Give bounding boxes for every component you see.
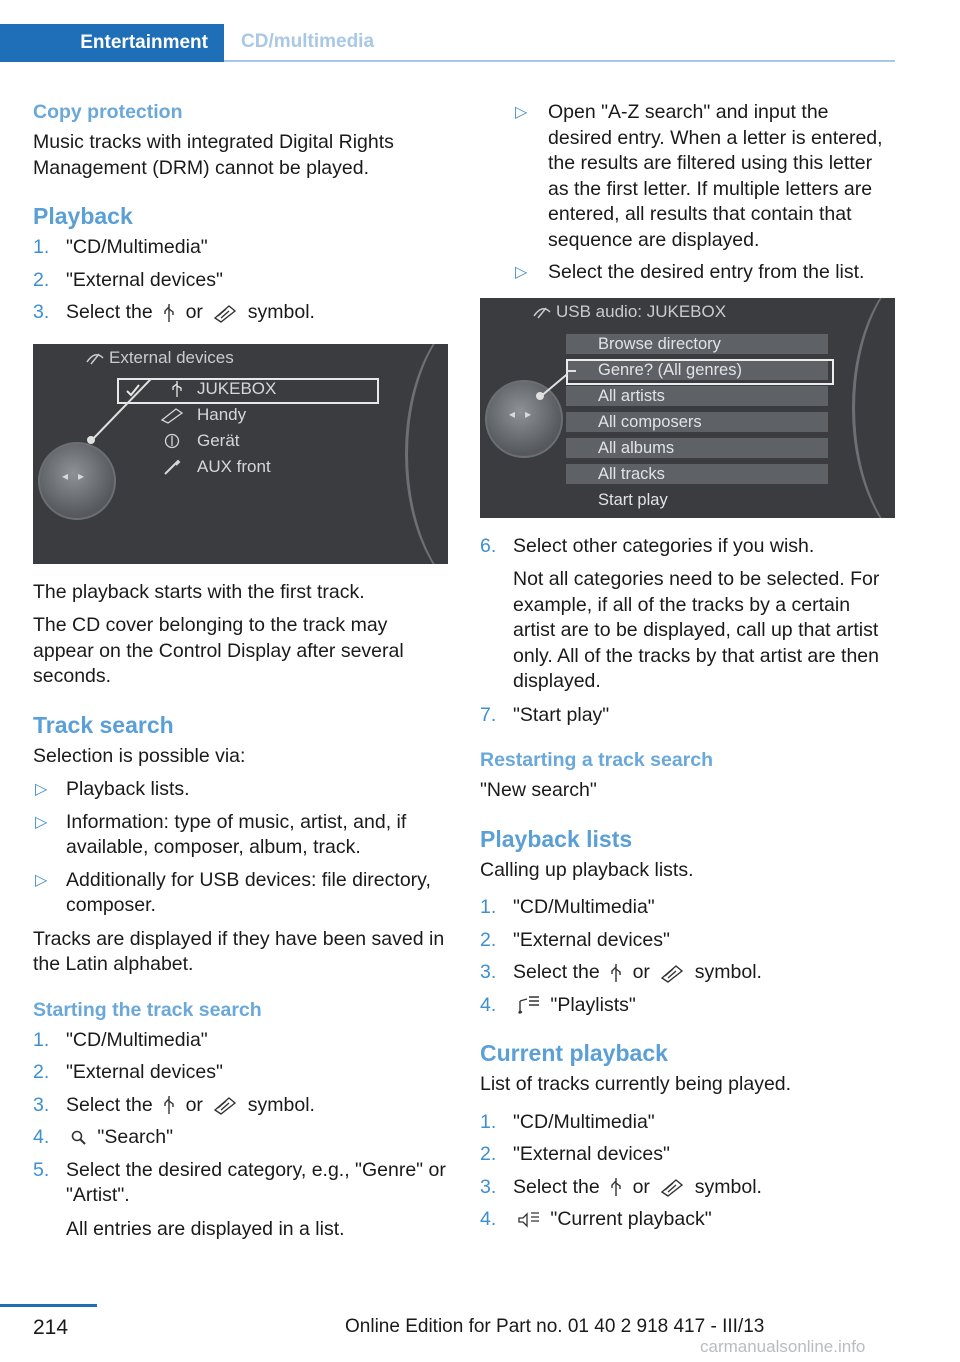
menu-all-albums[interactable]: All albums xyxy=(566,438,828,458)
list-item: 3. Select the or symbol. xyxy=(33,1093,315,1116)
footer-bar xyxy=(0,1304,97,1307)
list-item: 6. Select other categories if you wish. xyxy=(480,534,815,557)
copy-protection-text: Music tracks with integrated Digital Rights Management (DRM) cannot be played. xyxy=(33,131,394,179)
search-steps-end xyxy=(480,703,895,729)
step5-note: All entries are displayed in a list. xyxy=(66,1217,345,1240)
pointer-dot xyxy=(536,392,544,400)
current-playback-icon xyxy=(517,1210,541,1230)
list-item: 2. "External devices" xyxy=(33,268,223,291)
bluetooth-phone-icon xyxy=(212,1095,238,1115)
track-search-intro: Selection is possible via: xyxy=(33,744,246,767)
list-item: 3. Select the or symbol. xyxy=(33,301,315,323)
search-icon xyxy=(70,1129,88,1147)
current-playback-heading: Current playback xyxy=(480,1040,668,1066)
knob-arrows: ◂▸ xyxy=(509,406,542,421)
list-item: 3. Select the or symbol. xyxy=(480,1175,762,1198)
menu-genre[interactable]: Genre? (All genres) xyxy=(566,360,828,380)
copy-protection-heading: Copy protection xyxy=(33,101,183,123)
playback-lists-heading: Playback lists xyxy=(480,825,633,852)
device-handy[interactable]: Handy xyxy=(197,404,247,424)
playback-lists-intro: Calling up playback lists. xyxy=(480,858,694,881)
list-item: ▷ Open "A-Z search" and input the desired entry. When a letter is entered, the results are filtered using this letter as the first letter. If multiple letters are entered, all results that contain that sequence are displayed. xyxy=(515,101,883,251)
playlist-icon xyxy=(517,995,541,1015)
device-geraet[interactable]: Gerät xyxy=(197,430,240,450)
device-jukebox[interactable]: JUKEBOX xyxy=(197,378,277,398)
menu-all-artists[interactable]: All artists xyxy=(566,386,828,406)
playback-info-1: The playback starts with the first track. xyxy=(33,580,365,603)
list-item: 1. "CD/Multimedia" xyxy=(480,896,655,918)
bluetooth-phone-icon xyxy=(659,963,685,983)
pointer-line xyxy=(566,370,576,372)
list-item: 2. "External devices" xyxy=(480,1143,670,1165)
knob-arrows: ◂▸ xyxy=(62,468,95,483)
playback-info-2: The CD cover belonging to the track may appear on the Control Display after several seconds. xyxy=(33,614,404,687)
list-item: 5. Select the desired category, e.g., "Genre" or "Artist". xyxy=(33,1158,446,1206)
right-column xyxy=(480,100,895,1241)
playback-steps xyxy=(33,235,448,326)
list-item: ▷ Additionally for USB devices: file directory, composer. xyxy=(35,868,431,916)
list-item: 2. "External devices" xyxy=(480,928,670,951)
starting-search-heading: Starting the track search xyxy=(33,998,262,1021)
screen-title: External devices xyxy=(109,347,234,367)
left-column xyxy=(33,100,448,1250)
screen-arc xyxy=(852,298,895,518)
search-methods xyxy=(480,100,895,286)
watermark: carmanualsonline.info xyxy=(700,1337,866,1356)
list-item: 1. "CD/Multimedia" xyxy=(33,1028,208,1051)
screen-title: USB audio: JUKEBOX xyxy=(556,301,727,321)
list-item: 4. "Current playback" xyxy=(480,1208,712,1230)
list-item: 4. "Playlists" xyxy=(480,993,636,1016)
bluetooth-phone-icon xyxy=(212,303,238,323)
menu-all-tracks[interactable]: All tracks xyxy=(566,464,828,484)
starting-search-steps xyxy=(33,1028,448,1209)
track-search-heading: Track search xyxy=(33,711,174,738)
restart-search-heading: Restarting a track search xyxy=(480,749,714,771)
tab-cd-multimedia[interactable]: CD/multimedia xyxy=(224,24,895,62)
list-item: 3. Select the or symbol. xyxy=(480,961,762,983)
screen-arc xyxy=(405,344,448,564)
playback-heading: Playback xyxy=(33,203,133,229)
menu-start-play[interactable]: Start play xyxy=(598,490,668,509)
bluetooth-phone-icon xyxy=(659,1177,685,1197)
list-item: ▷ Information: type of music, artist, and, if available, composer, album, track. xyxy=(35,810,407,858)
device-aux-front[interactable]: AUX front xyxy=(197,456,271,476)
playback-lists-steps xyxy=(480,895,895,1018)
menu-icon xyxy=(85,350,105,366)
menu-all-composers[interactable]: All composers xyxy=(566,412,828,432)
usb-icon xyxy=(162,1095,176,1115)
current-playback-steps xyxy=(480,1110,895,1233)
aux-icon xyxy=(163,458,181,476)
tab-entertainment[interactable]: Entertainment xyxy=(0,24,224,62)
restart-search-text: "New search" xyxy=(480,779,597,801)
current-playback-intro: List of tracks currently being played. xyxy=(480,1073,792,1095)
step6-note: Not all categories need to be selected. For example, if all of the tracks by a certain artist are to be displayed, call up that artist only. All of the tracks by that artist are then displayed. xyxy=(513,568,880,692)
edition-text: Online Edition for Part no. 01 40 2 918 417 - III/13 xyxy=(345,1316,765,1337)
list-item: ▷ Playback lists. xyxy=(35,778,190,800)
list-item: 4. "Search" xyxy=(33,1126,174,1148)
list-item: 2. "External devices" xyxy=(33,1061,223,1083)
latin-alphabet-note: Tracks are displayed if they have been saved in the Latin alphabet. xyxy=(33,927,445,975)
selection-frame xyxy=(566,359,834,385)
usb-icon xyxy=(171,380,183,398)
usb-icon xyxy=(609,1177,623,1197)
list-item: 1. "CD/Multimedia" xyxy=(480,1110,655,1133)
usb-icon xyxy=(162,303,176,323)
search-steps-continued xyxy=(480,534,895,560)
list-item: ▷ Select the desired entry from the list. xyxy=(515,261,865,283)
list-item: 1. "CD/Multimedia" xyxy=(33,236,208,258)
page-header xyxy=(0,0,895,62)
usb-audio-screen xyxy=(480,298,895,518)
page-number: 214 xyxy=(33,1316,69,1339)
pointer-dot xyxy=(87,436,95,444)
menu-icon xyxy=(532,304,552,320)
list-item: 7. "Start play" xyxy=(480,703,610,726)
menu-browse-directory[interactable]: Browse directory xyxy=(566,334,828,354)
bluetooth-phone-icon xyxy=(159,406,185,424)
usb-stick-icon xyxy=(164,432,180,450)
usb-icon xyxy=(609,963,623,983)
external-devices-screen xyxy=(33,344,448,564)
track-search-options xyxy=(33,777,448,919)
